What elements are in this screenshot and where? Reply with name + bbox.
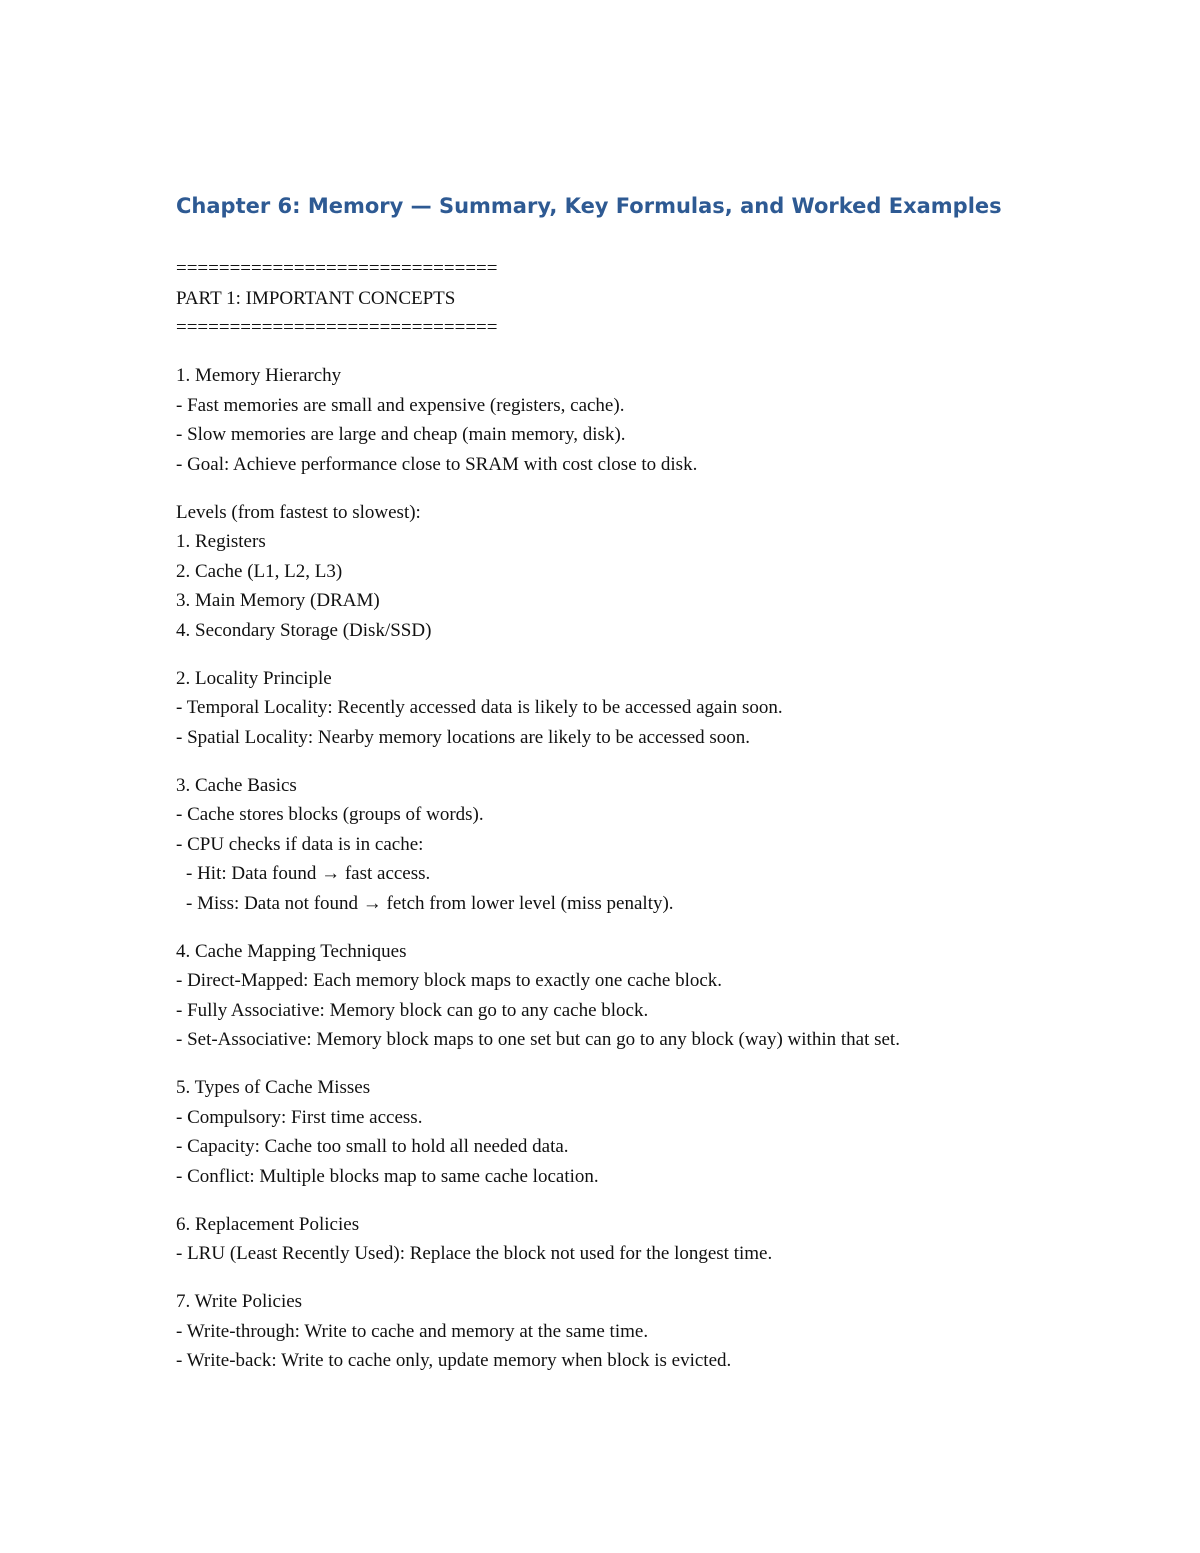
list-item: - Slow memories are large and cheap (main memory, disk). xyxy=(176,424,626,445)
sub-list-item: - Hit: Data found → fast access. xyxy=(186,863,431,884)
spacer xyxy=(176,752,1016,771)
list-item: 3. Main Memory (DRAM) xyxy=(176,590,380,611)
list-item: - CPU checks if data is in cache: xyxy=(176,833,424,855)
concept-heading-cache-basics: 3. Cache Basics xyxy=(176,774,297,796)
list-item: - Cache stores blocks (groups of words). xyxy=(176,804,484,825)
list-item: - Write-back: Write to cache only, update memory when block is evicted. xyxy=(176,1350,732,1371)
concept-heading-hierarchy: 1. Memory Hierarchy xyxy=(176,365,342,386)
list-item: - Temporal Locality: Recently accessed data is likely to be accessed again soon. xyxy=(176,697,783,718)
spacer xyxy=(176,479,1016,498)
list-item: - Spatial Locality: Nearby memory locations are likely to be accessed soon. xyxy=(176,726,751,748)
part-heading: PART 1: IMPORTANT CONCEPTS xyxy=(176,287,456,309)
page-title: Chapter 6: Memory — Summary, Key Formulas, and Worked Examples xyxy=(176,194,1002,218)
spacer xyxy=(176,1055,1016,1074)
list-item: - Set-Associative: Memory block maps to one set but can go to any block (way) within that set. xyxy=(176,1029,900,1050)
concept-heading-misses: 5. Types of Cache Misses xyxy=(176,1077,371,1098)
list-item: - Fully Associative: Memory block can go to any cache block. xyxy=(176,999,649,1021)
list-item: - LRU (Least Recently Used): Replace the block not used for the longest time. xyxy=(176,1243,773,1264)
list-item: - Write-through: Write to cache and memory at the same time. xyxy=(176,1320,649,1342)
list-item: 4. Secondary Storage (Disk/SSD) xyxy=(176,619,432,641)
document-body xyxy=(176,254,1016,1376)
concept-heading-write: 7. Write Policies xyxy=(176,1291,303,1312)
section-rule-top: ============================== xyxy=(176,258,498,279)
list-item: 2. Cache (L1, L2, L3) xyxy=(176,560,343,582)
list-item: - Fast memories are small and expensive (registers, cache). xyxy=(176,394,625,416)
concept-heading-replacement: 6. Replacement Policies xyxy=(176,1213,360,1235)
list-item: - Compulsory: First time access. xyxy=(176,1106,423,1128)
spacer xyxy=(176,1269,1016,1288)
list-item: - Direct-Mapped: Each memory block maps to exactly one cache block. xyxy=(176,970,723,991)
concept-heading-mapping: 4. Cache Mapping Techniques xyxy=(176,940,407,962)
sub-list-item: - Miss: Data not found → fetch from lower level (miss penalty). xyxy=(186,892,674,914)
list-item: - Capacity: Cache too small to hold all needed data. xyxy=(176,1136,569,1157)
list-item: 1. Registers xyxy=(176,531,266,552)
spacer xyxy=(176,343,1016,362)
list-item: - Goal: Achieve performance close to SRAM with cost close to disk. xyxy=(176,453,698,475)
spacer xyxy=(176,1191,1016,1210)
list-item: - Conflict: Multiple blocks map to same cache location. xyxy=(176,1165,599,1187)
section-rule-bottom: ============================== xyxy=(176,317,498,338)
levels-heading: Levels (from fastest to slowest): xyxy=(176,501,421,523)
concept-heading-locality: 2. Locality Principle xyxy=(176,667,332,689)
spacer xyxy=(176,645,1016,664)
spacer xyxy=(176,918,1016,937)
